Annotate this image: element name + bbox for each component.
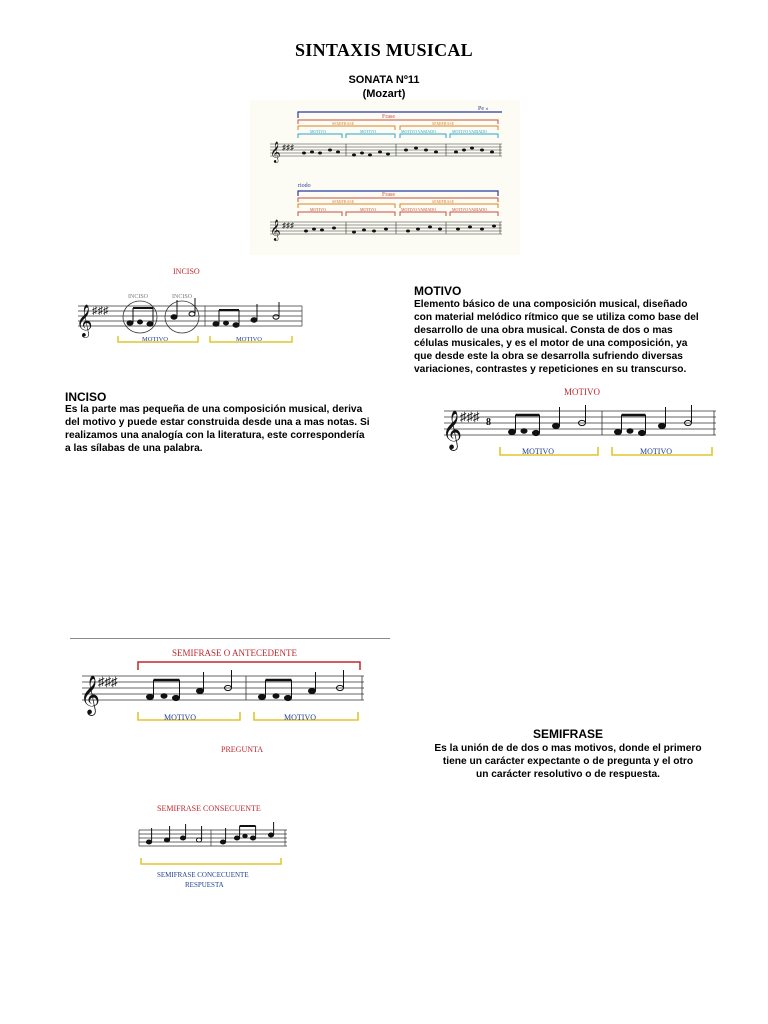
semifrase-consecuente-figure xyxy=(135,800,295,895)
motivo-label: MOTIVO xyxy=(310,207,326,212)
semifrase-line: Es la unión de de dos o mas motivos, donde el primero xyxy=(434,743,702,754)
motivo-heading: MOTIVO xyxy=(414,284,462,298)
semifrase-heading: SEMIFRASE xyxy=(532,727,603,741)
key-signature-icon: ♯♯♯ xyxy=(98,674,118,689)
motivo-figure-title: MOTIVO xyxy=(564,387,600,397)
motivo-variado-label: MOTIVO VARIADO xyxy=(401,207,436,212)
frase-label: Frase xyxy=(382,192,395,198)
frase-label: Frase xyxy=(382,114,395,120)
treble-clef-icon: 𝄞 xyxy=(80,677,101,714)
semifrase-line: un carácter resolutivo o de respuesta. xyxy=(475,769,660,780)
subtitle-work: SONATA Nº11 xyxy=(348,74,420,86)
key-signature-icon: ♯♯♯ xyxy=(92,305,109,317)
treble-clef-icon: 𝄞 xyxy=(270,142,281,162)
motivo-label: MOTIVO xyxy=(360,129,376,134)
motivo-line: células musicales, y es el motor de una composición, ya xyxy=(414,338,688,349)
inciso-label: INCISO xyxy=(172,294,193,300)
respuesta-caption: RESPUESTA xyxy=(185,881,224,889)
semifrase-antecedente-title: SEMIFRASE O ANTECEDENTE xyxy=(172,648,298,658)
inciso-heading: INCISO xyxy=(65,390,107,404)
sonata-top-right-label: Pe » xyxy=(478,106,489,112)
treble-clef-icon: 𝄞 xyxy=(270,220,281,240)
time-signature-icon: 8 xyxy=(486,417,491,428)
motivo-label: MOTIVO xyxy=(236,336,262,343)
motivo-line: que desde este la obra se desarrolla sufriendo diversas xyxy=(414,351,683,362)
motivo-figure xyxy=(440,383,720,468)
semifrase-consecuente-title: SEMIFRASE CONSECUENTE xyxy=(157,804,261,813)
inciso-line: del motivo y puede estar construida desde una a mas notas. Si xyxy=(65,417,370,428)
motivo-label: MOTIVO xyxy=(310,129,326,134)
semifrase-label: SEMIFRASE xyxy=(332,121,355,126)
key-signature-icon: ♯♯♯ xyxy=(460,409,480,424)
motivo-line: desarrollo de una obra musical. Consta de dos o mas xyxy=(414,325,673,336)
motivo-variado-label: MOTIVO VARIADO xyxy=(452,207,487,212)
treble-clef-icon: 𝄞 xyxy=(76,306,93,337)
treble-clef-icon: 𝄞 xyxy=(442,412,463,449)
semifrase-label: SEMIFRASE xyxy=(432,121,455,126)
inciso-line: Es la parte mas pequeña de una composición musical, deriva xyxy=(65,404,363,415)
motivo-line: variaciones, contrastes y repeticiones en su transcurso. xyxy=(414,364,687,375)
subtitle-composer: (Mozart) xyxy=(362,88,406,100)
motivo-label: MOTIVO xyxy=(284,713,316,722)
inciso-label: INCISO xyxy=(128,294,149,300)
inciso-description xyxy=(65,403,405,455)
motivo-label: MOTIVO xyxy=(522,447,554,456)
inciso-line: a las sílabas de una palabra. xyxy=(65,443,203,454)
consecuente-caption: SEMIFRASE CONCECUENTE xyxy=(157,871,249,879)
motivo-variado-label: MOTIVO VARIADO xyxy=(452,129,487,134)
page-subtitle xyxy=(0,73,768,101)
key-signature-icon: ♯♯♯ xyxy=(282,221,294,230)
semifrase-line: tiene un carácter expectante o de pregunta y el otro xyxy=(442,756,694,767)
inciso-line: realizamos una analogía con la literatura, este correspondería xyxy=(65,430,365,441)
motivo-label: MOTIVO xyxy=(142,336,168,343)
motivo-line: con material melódico rítmico que se utiliza como base del xyxy=(414,312,699,323)
inciso-figure xyxy=(70,262,310,357)
pregunta-caption: PREGUNTA xyxy=(221,745,264,754)
motivo-label: MOTIVO xyxy=(164,713,196,722)
semifrase-label: SEMIFRASE xyxy=(432,199,455,204)
semifrase-label: SEMIFRASE xyxy=(332,199,355,204)
motivo-description xyxy=(414,298,744,376)
key-signature-icon: ♯♯♯ xyxy=(282,143,294,152)
motivo-line: Elemento básico de una composición musical, diseñado xyxy=(414,299,688,310)
semifrase-antecedente-figure xyxy=(78,642,373,762)
motivo-label: MOTIVO xyxy=(640,447,672,456)
periodo-label: riodo xyxy=(298,183,311,189)
semifrase-description xyxy=(410,742,726,781)
page-title: SINTAXIS MUSICAL xyxy=(294,40,473,60)
motivo-variado-label: MOTIVO VARIADO xyxy=(401,129,436,134)
motivo-label: MOTIVO xyxy=(360,207,376,212)
sonata-analysis-figure xyxy=(250,100,520,255)
inciso-figure-title: INCISO xyxy=(173,267,200,276)
section-divider xyxy=(70,638,390,639)
